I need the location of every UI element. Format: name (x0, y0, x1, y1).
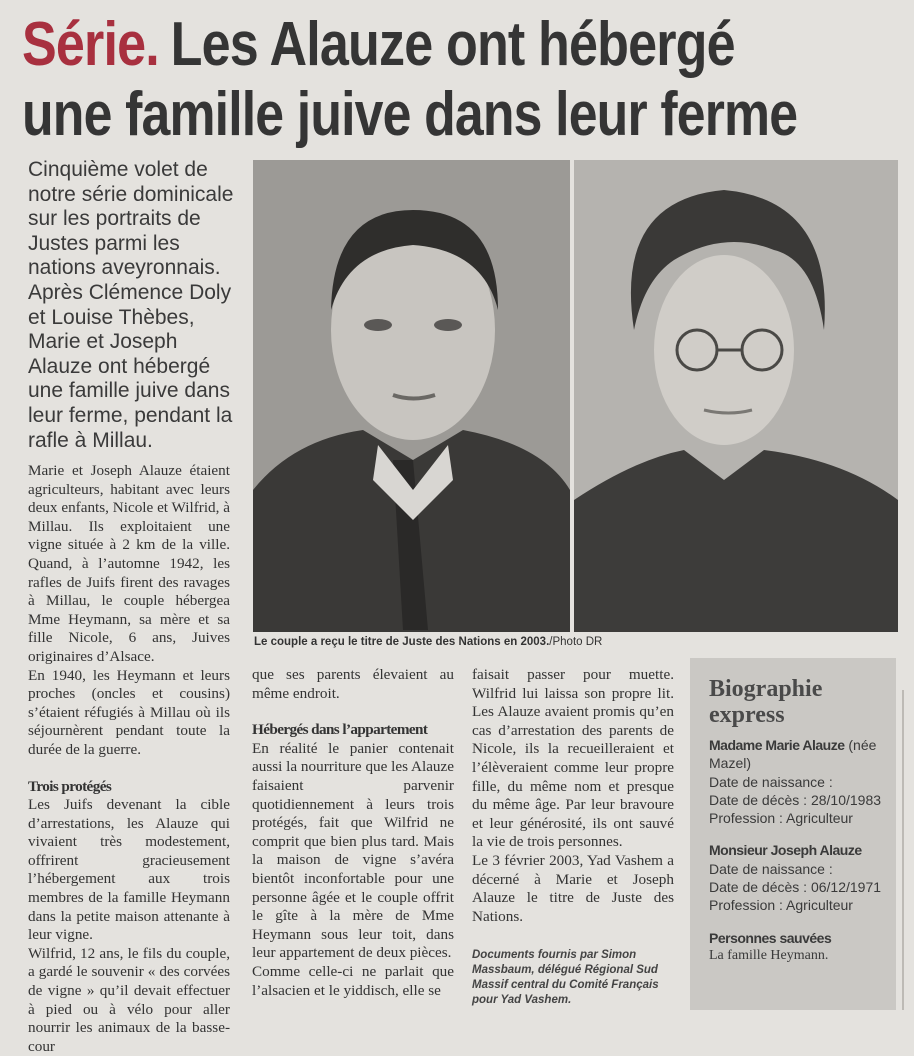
series-kicker: Série. (22, 10, 159, 79)
bio-profession: Profession : Agriculteur (709, 810, 853, 827)
caption-text: Le couple a reçu le titre de Juste des Nations en 2003. (254, 636, 550, 648)
article-column-1 (28, 462, 230, 1056)
body-paragraph: En 1940, les Heymann et leurs proches (oncles et cousins) s’étaient réfugiés à Millau où ils séjournèrent pendant toute la durée de la guerre. (28, 666, 230, 758)
body-paragraph: Comme celle-ci ne parlait que l’alsacien et le yiddisch, elle se (252, 962, 454, 999)
body-paragraph: En réalité le panier contenait aussi la nourriture que les Alauze faisaient parvenir quotidiennement à leurs trois protégés, fait que Wilfrid ne comprit que bien plus tard. Mais la maison de vigne s’avéra bientôt inconfortable pour une personne âgée et le couple offrit le gîte à la mère de Mme Heymann sous leur toit, dans leur appartement de deux pièces. (252, 739, 455, 962)
bio-profession: Profession : Agriculteur (709, 897, 853, 914)
bio-death: Date de décès : 28/10/1983 (709, 791, 882, 808)
body-paragraph: que ses parents élevaient au même endroit. (252, 666, 454, 702)
bio-saved (709, 929, 896, 966)
bio-maiden-name: (née Mazel) (709, 737, 877, 772)
bio-saved-label: Personnes sauvées (709, 929, 832, 946)
column-divider (902, 690, 904, 1010)
bio-name: Monsieur Joseph Alauze (709, 842, 862, 859)
lead-paragraph: Cinquième volet de notre série dominicale sur les portraits de Justes parmi les nations aveyronnais. Après Clémence Doly et Louise Thèbes, Marie et Joseph Alauze ont hébergé une famille juive dans leur ferme, pendant la rafle à Millau. (28, 158, 234, 452)
photo-caption (254, 636, 602, 648)
article-column-2 (252, 666, 454, 1000)
photo-credit: /Photo DR (549, 636, 603, 648)
bio-name-line (709, 736, 896, 773)
body-paragraph: Le 3 février 2003, Yad Vashem a décerné à Marie et Joseph Alauze le titre de Juste des Nations. (472, 851, 674, 925)
subheading-heberges: Hébergés dans l’appartement (252, 721, 428, 739)
portrait-joseph-alauze (253, 160, 570, 632)
body-paragraph: faisait passer pour muette. Wilfrid lui laissa son propre lit. Les Alauze avaient promis qu’en cas d’arrestation des parents de Nicole, ils la recueilleraient et l’élèveraient comme leur propre fille, du même nom et presque du même âge. Par leur bravoure et leur générosité, ils ont sauvé la vie de trois personnes. (472, 666, 674, 851)
documents-credit: Documents fournis par Simon Massbaum, délégué Régional Sud Massif central du Comité Français pour Yad Vashem. (472, 949, 659, 1007)
portrait-marie-alauze (574, 160, 898, 632)
headline-line-2: une famille juive dans leur ferme (22, 80, 798, 149)
man-portrait-image (253, 160, 570, 632)
bio-joseph (709, 841, 896, 914)
bio-birth: Date de naissance : (709, 860, 833, 877)
subheading-trois-proteges: Trois protégés (28, 777, 112, 795)
bio-name: Madame Marie Alauze (709, 737, 845, 753)
body-paragraph: Les Juifs devenant la cible d’arrestations, les Alauze qui vivaient très modestement, offrirent gracieusement l’hébergement aux trois membres de la famille Heymann dans la petite maison attenante à leur vigne. (28, 796, 230, 944)
article-column-3 (472, 666, 674, 1008)
biography-title: Biographie express (709, 676, 823, 728)
body-paragraph: Marie et Joseph Alauze étaient agriculteurs, habitant avec leurs deux enfants, Nicole et Wilfrid, à Millau. Ils exploitaient une vigne située à 2 km de la ville. Quand, à l’automne 1942, les rafles de Juifs firent des ravages à Millau, le couple hébergea Mme Heymann, sa mère et sa fille Nicole, 6 ans, Juives originaires d’Alsace. (28, 462, 230, 665)
headline-text-1: Les Alauze ont hébergé (170, 10, 735, 79)
body-paragraph: Wilfrid, 12 ans, le fils du couple, a gardé le souvenir « des corvées de vigne » qu’il devait effectuer à pied ou à vélo pour aller nourrir les animaux de la basse-cour (28, 944, 230, 1055)
biography-box (690, 658, 896, 1010)
bio-saved-value: La famille Heymann. (709, 947, 829, 963)
bio-birth: Date de naissance : (709, 773, 833, 790)
bio-death: Date de décès : 06/12/1971 (709, 879, 882, 896)
woman-portrait-image (574, 160, 898, 632)
bio-marie (709, 736, 896, 827)
headline-line-1 (22, 12, 735, 78)
